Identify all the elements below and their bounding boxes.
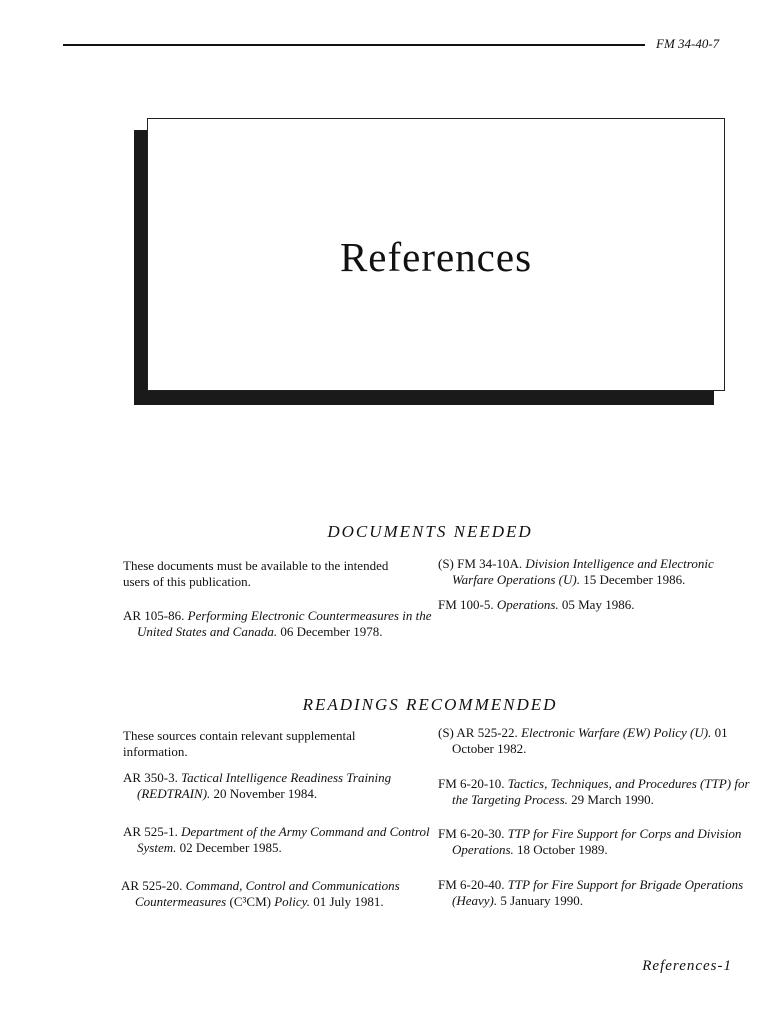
reference-id: (S) AR 525-22.: [438, 725, 518, 740]
reference-entry: [438, 597, 752, 613]
reference-date: 01 July 1981.: [313, 894, 384, 909]
reference-date: 06 December 1978.: [280, 624, 383, 639]
reference-id: FM 100-5.: [438, 597, 494, 612]
reference-date: 29 March 1990.: [571, 792, 654, 807]
reference-id: AR 525-20.: [121, 878, 183, 893]
reference-entry: [438, 556, 752, 588]
reference-id: FM 6-20-30.: [438, 826, 505, 841]
reference-id: AR 525-1.: [123, 824, 178, 839]
reference-id: FM 6-20-10.: [438, 776, 505, 791]
reference-date: 15 December 1986.: [583, 572, 686, 587]
reference-entry: [438, 776, 752, 808]
reference-entry: [438, 725, 752, 757]
reference-id: (S) FM 34-10A.: [438, 556, 523, 571]
header-rule: [63, 44, 645, 46]
readings-recommended-intro: These sources contain relevant supplemental information.: [123, 728, 356, 759]
reference-date: 20 November 1984.: [213, 786, 318, 801]
reference-id: AR 350-3.: [123, 770, 178, 785]
reference-entry: [438, 826, 752, 858]
page-number: References-1: [642, 958, 732, 974]
reference-title: TTP for Fire Support for Corps and Division Operations.: [452, 826, 742, 857]
readings-recommended-heading: READINGS RECOMMENDED: [302, 695, 558, 714]
reference-title: Tactics, Techniques, and Procedures (TTP) for the Targeting Process.: [452, 776, 750, 807]
reference-date: 01 October 1982.: [452, 725, 728, 756]
reference-title: Division Intelligence and Electronic Warfare Operations (U).: [452, 556, 714, 587]
document-id: FM 34-40-7: [656, 36, 720, 51]
reference-entry: [123, 770, 437, 802]
title-box-shadow-left: [134, 130, 148, 405]
documents-needed-heading: DOCUMENTS NEEDED: [327, 522, 533, 541]
reference-title: Tactical Intelligence Readiness Training (REDTRAIN).: [137, 770, 392, 801]
reference-date: 5 January 1990.: [500, 893, 584, 908]
reference-entry: [121, 878, 445, 910]
reference-date: 02 December 1985.: [179, 840, 282, 855]
reference-title: Command, Control and Communications Countermeasures: [135, 878, 400, 909]
page-title: References: [339, 234, 533, 280]
reference-title: Electronic Warfare (EW) Policy (U).: [521, 725, 712, 740]
reference-entry: [123, 824, 437, 856]
reference-date: 05 May 1986.: [561, 597, 635, 612]
reference-entry: [438, 877, 752, 909]
documents-needed-intro: These documents must be available to the intended users of this publication.: [123, 558, 389, 589]
reference-title: Department of the Army Command and Control System.: [137, 824, 430, 855]
title-box: [147, 118, 725, 391]
reference-date: 18 October 1989.: [517, 842, 608, 857]
reference-id: AR 105-86.: [123, 608, 185, 623]
reference-title: TTP for Fire Support for Brigade Operations (Heavy).: [452, 877, 744, 908]
reference-id: FM 6-20-40.: [438, 877, 505, 892]
title-box-shadow-bottom: [134, 391, 714, 405]
reference-entry: [123, 608, 437, 640]
reference-title: Policy.: [274, 894, 310, 909]
reference-title: Performing Electronic Countermeasures in the United States and Canada.: [137, 608, 432, 639]
reference-abbrev: (C³CM): [229, 894, 271, 909]
reference-title: Operations.: [496, 597, 559, 612]
